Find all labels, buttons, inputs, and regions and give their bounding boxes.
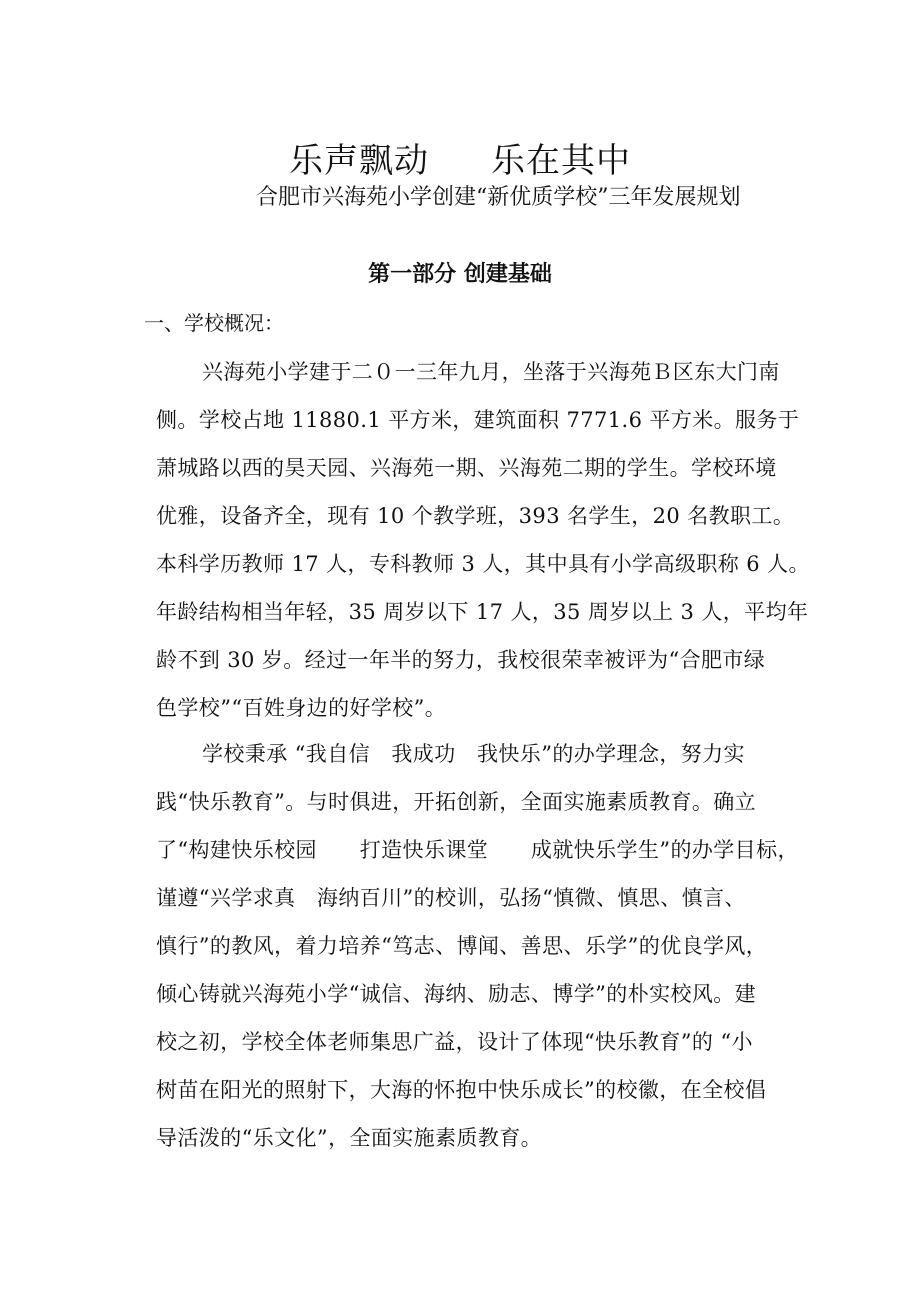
paragraph-line: 树苗在阳光的照射下，大海的怀抱中快乐成长”的校徽，在全校倡: [156, 1078, 767, 1102]
paragraph-school-overview: [156, 348, 810, 732]
paragraph-line: 年龄结构相当年轻，35 周岁以下 17 人，35 周岁以上 3 人，平均年: [156, 600, 809, 624]
paragraph-line: 践“快乐教育”。与时俱进，开拓创新，全面实施素质教育。确立: [156, 790, 757, 814]
paragraph-line: 慎行”的教风，着力培养“笃志、博闻、善思、乐学”的优良学风，: [156, 934, 768, 958]
paragraph-line: 谨遵“兴学求真 海纳百川”的校训，弘扬“慎微、慎思、慎言、: [156, 886, 746, 910]
paragraph-line: 侧。学校占地 11880.1 平方米，建筑面积 7771.6 平方米。服务于: [156, 408, 800, 432]
paragraph-line: 龄不到 30 岁。经过一年半的努力，我校很荣幸被评为“合肥市绿: [156, 648, 766, 672]
paragraph-line: 本科学历教师 17 人，专科教师 3 人，其中具有小学高级职称 6 人。: [156, 552, 810, 576]
title-left: 乐声飘动: [289, 141, 429, 181]
document-title: [0, 138, 920, 184]
paragraph-line: 倾心铸就兴海苑小学“诚信、海纳、励志、博学”的朴实校风。建: [156, 982, 757, 1006]
paragraph-line: 了“构建快乐校园 打造快乐课堂 成就快乐学生”的办学目标，: [156, 838, 799, 862]
paragraph-line: 兴海苑小学建于二０一三年九月，坐落于兴海苑Ｂ区东大门南: [202, 360, 780, 384]
title-right: 乐在其中: [491, 141, 631, 181]
paragraph-line: 优雅，设备齐全，现有 10 个教学班，393 名学生，20 名教职工。: [156, 504, 795, 528]
paragraph-line: 校之初，学校全体老师集思广益，设计了体现“快乐教育”的 “小: [156, 1030, 753, 1054]
paragraph-school-philosophy: [156, 730, 799, 1162]
paragraph-line: 学校秉承 “我自信 我成功 我快乐”的办学理念，努力实: [202, 742, 745, 766]
paragraph-line: 色学校”“百姓身边的好学校”。: [156, 696, 447, 720]
document-subtitle: 合肥市兴海苑小学创建“新优质学校”三年发展规划: [256, 185, 741, 210]
paragraph-line: 萧城路以西的昊天园、兴海苑一期、兴海苑二期的学生。学校环境: [156, 456, 777, 480]
paragraph-line: 导活泼的“乐文化”，全面实施素质教育。: [156, 1126, 543, 1150]
section-title: 第一部分 创建基础: [368, 261, 552, 287]
section-heading: 一、学校概况：: [144, 311, 284, 335]
